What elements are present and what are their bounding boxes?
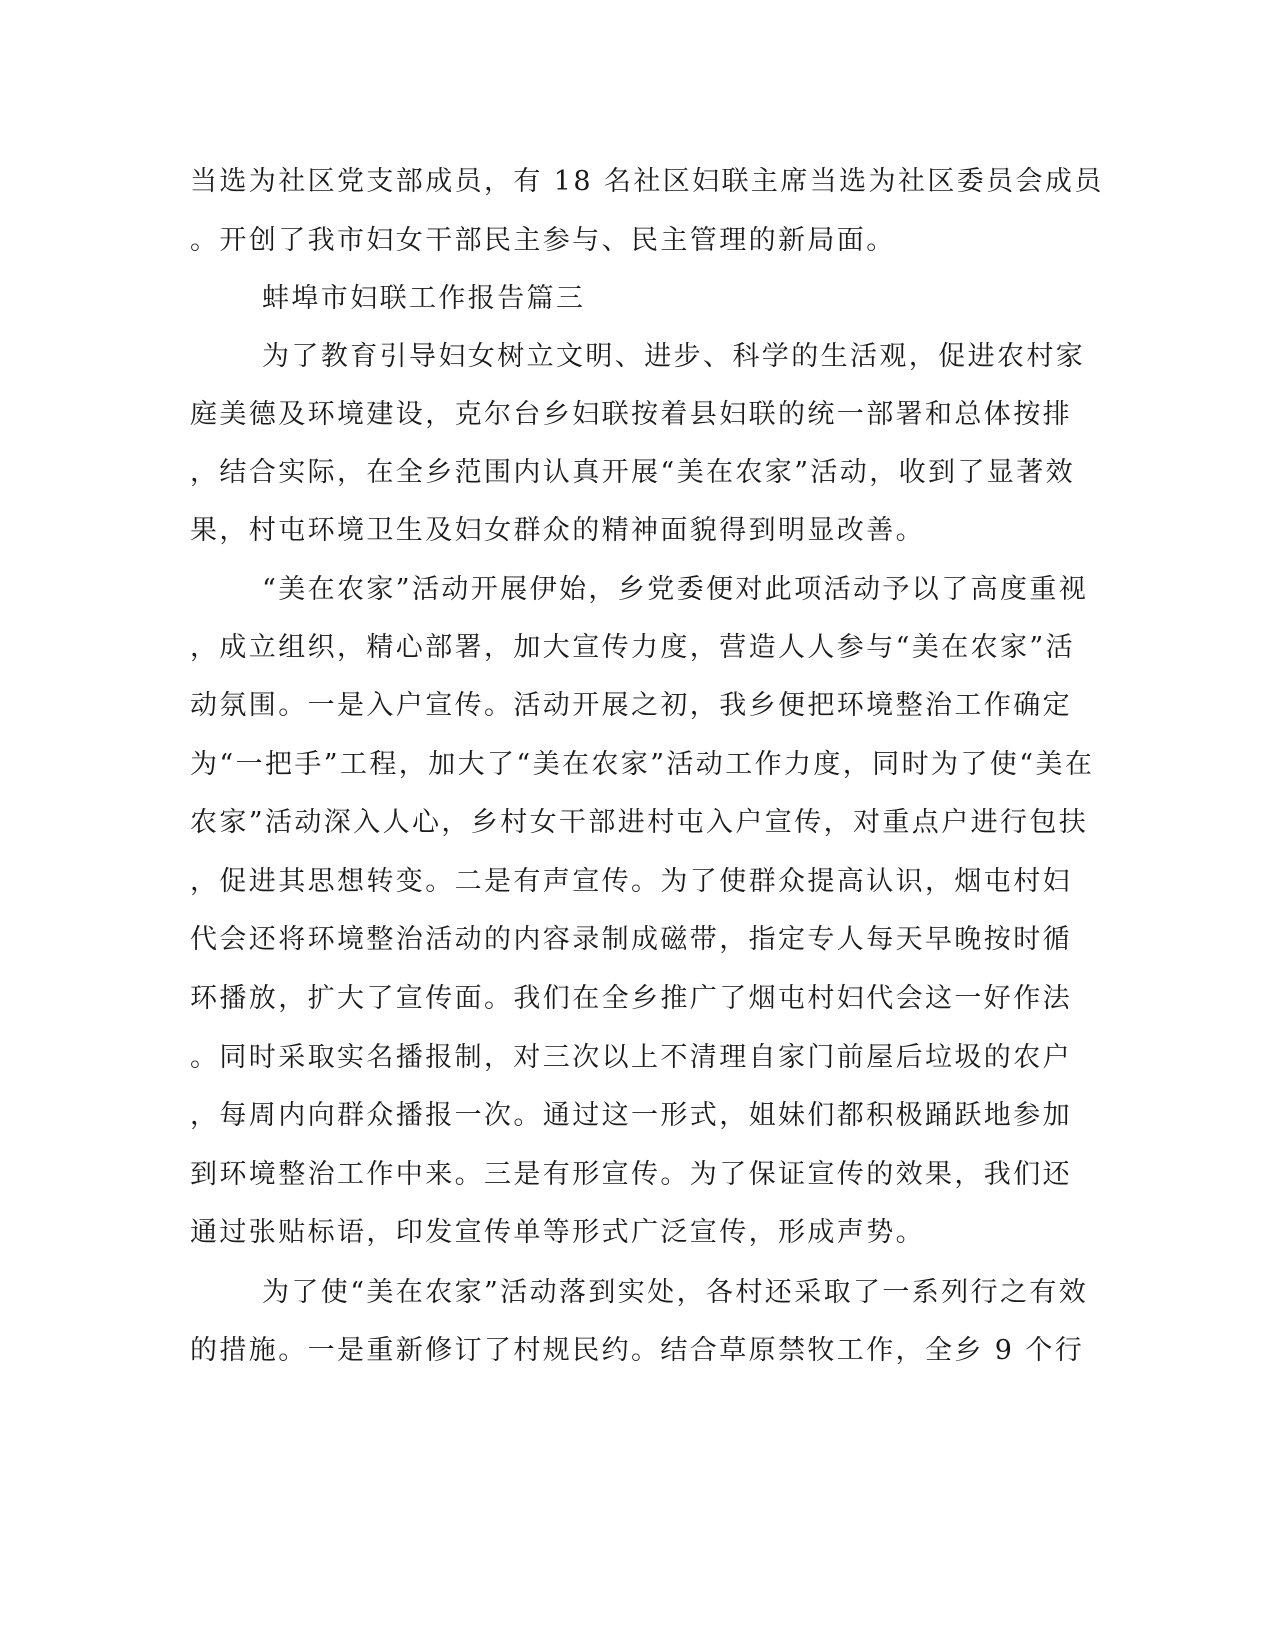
text-line: 。同时采取实名播报制，对三次以上不清理自家门前屋后垃圾的农户 bbox=[190, 1042, 1072, 1073]
text-line: 的措施。一是重新修订了村规民约。结合草原禁牧工作，全乡 9 个行 bbox=[190, 1335, 1085, 1366]
text-line: ，每周内向群众播报一次。通过这一形式，姐妹们都积极踊跃地参加 bbox=[190, 1100, 1072, 1131]
text-line: 环播放，扩大了宣传面。我们在全乡推广了烟屯村妇代会这一好作法 bbox=[190, 983, 1072, 1014]
text-line: 动氛围。一是入户宣传。活动开展之初，我乡便把环境整治工作确定 bbox=[190, 690, 1072, 721]
text-line: ，促进其思想转变。二是有声宣传。为了使群众提高认识，烟屯村妇 bbox=[190, 866, 1072, 897]
text-line: “美在农家”活动开展伊始，乡党委便对此项活动予以了高度重视 bbox=[262, 574, 1089, 605]
text-line: 庭美德及环境建设，克尔台乡妇联按着县妇联的统一部署和总体按排 bbox=[190, 399, 1072, 430]
text-line: 到环境整治工作中来。三是有形宣传。为了保证宣传的效果，我们还 bbox=[190, 1159, 1072, 1190]
section-heading: 蚌埠市妇联工作报告篇三 bbox=[262, 283, 586, 314]
text-line: 。开创了我市妇女干部民主参与、民主管理的新局面。 bbox=[190, 225, 896, 256]
text-line: 为了教育引导妇女树立文明、进步、科学的生活观，促进农村家 bbox=[262, 341, 1086, 372]
text-line: 果，村屯环境卫生及妇女群众的精神面貌得到明显改善。 bbox=[190, 515, 925, 546]
text-line: 通过张贴标语，印发宣传单等形式广泛宣传，形成声势。 bbox=[190, 1217, 925, 1248]
text-line: 为“一把手”工程，加大了“美在农家”活动工作力度，同时为了使“美在 bbox=[190, 749, 1095, 780]
text-line: 代会还将环境整治活动的内容录制成磁带，指定专人每天早晚按时循 bbox=[190, 924, 1072, 955]
text-line: 农家”活动深入人心，乡村女干部进村屯入户宣传，对重点户进行包扶 bbox=[190, 807, 1089, 838]
text-line: 当选为社区党支部成员，有 18 名社区妇联主席当选为社区委员会成员 bbox=[190, 166, 1104, 197]
text-line: ，结合实际，在全乡范围内认真开展“美在农家”活动，收到了显著效 bbox=[190, 457, 1076, 488]
text-line: 为了使“美在农家”活动落到实处，各村还采取了一系列行之有效 bbox=[262, 1277, 1089, 1308]
text-line: ，成立组织，精心部署，加大宣传力度，营造人人参与“美在农家”活 bbox=[190, 632, 1076, 663]
